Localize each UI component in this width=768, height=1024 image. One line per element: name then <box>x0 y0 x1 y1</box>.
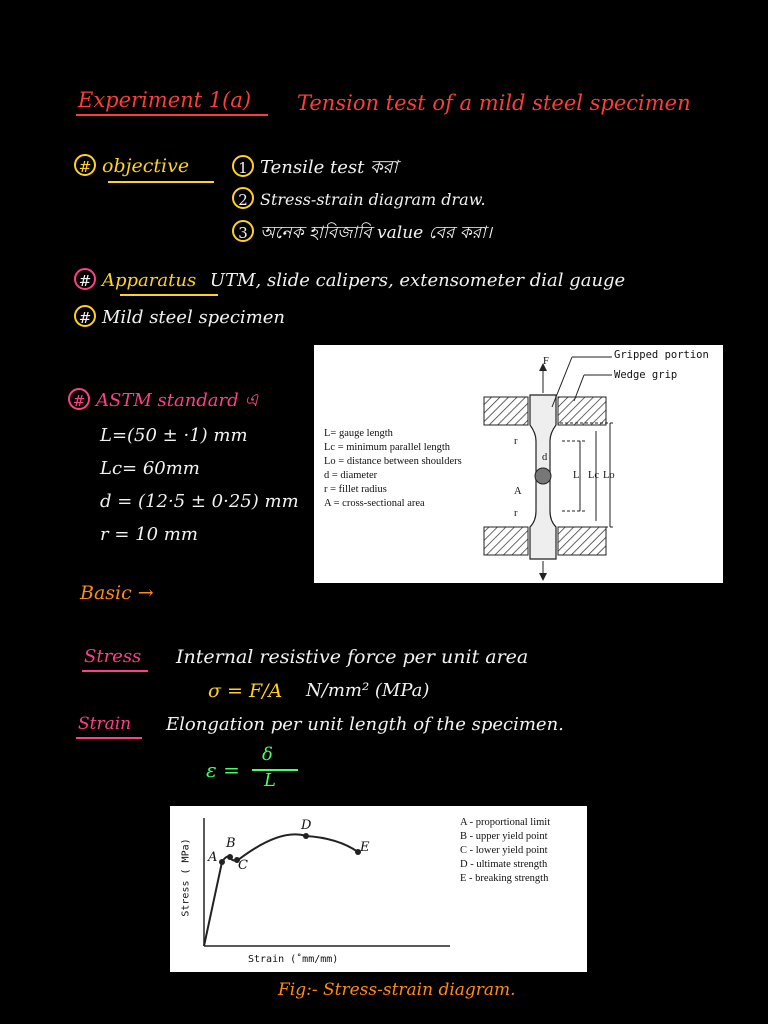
area-label: A <box>514 486 522 497</box>
strain-underline <box>76 737 142 739</box>
point-d <box>303 833 309 839</box>
experiment-label: Experiment 1(a) <box>78 88 252 112</box>
legend-item: B - upper yield point <box>460 831 548 842</box>
objective-underline <box>108 181 214 183</box>
x-axis-label: Strain (˚mm/mm) <box>248 954 339 965</box>
strain-formula-lhs: ε = <box>206 758 240 782</box>
label-a: A <box>208 850 218 865</box>
strain-label: Strain <box>78 714 132 734</box>
hash-badge: # <box>68 388 90 410</box>
y-axis-label: Stress ( MPa) <box>180 838 192 917</box>
gauge-length-label: L <box>573 470 580 481</box>
point-b <box>227 854 233 860</box>
experiment-title: Tension test of a mild steel specimen <box>297 91 691 115</box>
diagram-legend <box>460 816 550 886</box>
legend-item: r = fillet radius <box>324 484 387 495</box>
objective-label: objective <box>102 155 190 177</box>
stress-label: Stress <box>84 646 142 667</box>
apparatus-row <box>74 268 625 291</box>
legend-item: L= gauge length <box>324 428 393 439</box>
hash-badge: # <box>74 268 96 290</box>
label-e: E <box>360 840 370 855</box>
figure-caption: Fig:- Stress-strain diagram. <box>278 980 516 1000</box>
objective-item-3 <box>232 220 492 248</box>
apparatus-text: UTM, slide calipers, extensometer dial gauge <box>209 270 626 291</box>
label-d: D <box>301 818 312 833</box>
legend-item: C - lower yield point <box>460 845 548 856</box>
label-b: B <box>226 836 236 851</box>
gripped-portion-label: Gripped portion <box>614 349 709 361</box>
legend-item: D - ultimate strength <box>460 859 548 870</box>
fillet-label-lower: r <box>514 508 518 519</box>
legend-item: Lo = distance between shoulders <box>324 456 462 467</box>
objective-item-text: Stress-strain diagram draw. <box>260 190 486 209</box>
parallel-length-label: Lc <box>588 470 600 481</box>
astm-line: Lc= 60mm <box>100 458 200 479</box>
legend-item: d = diameter <box>324 470 378 481</box>
strain-denominator: L <box>264 770 276 791</box>
specimen-text: Mild steel specimen <box>102 307 286 328</box>
stress-strain-diagram <box>170 806 587 972</box>
apparatus-underline <box>120 294 218 296</box>
strain-definition: Elongation per unit length of the specimen. <box>166 714 564 735</box>
specimen-row <box>74 305 285 328</box>
force-label: F <box>543 356 549 367</box>
basic-heading: Basic → <box>80 582 154 604</box>
wedge-grip-label: Wedge grip <box>614 369 678 381</box>
number-badge: 1 <box>232 155 254 177</box>
apparatus-label: Apparatus <box>102 270 197 291</box>
point-a <box>219 859 225 865</box>
hash-badge: # <box>74 154 96 176</box>
specimen-figure <box>314 345 723 583</box>
astm-line: d = (12·5 ± 0·25) mm <box>100 491 299 512</box>
objective-heading <box>74 154 189 177</box>
experiment-underline <box>76 114 268 116</box>
strain-numerator: δ <box>262 744 273 765</box>
objective-item-text: অনেক হাবিজাবি value বের করা। <box>260 223 493 243</box>
stress-underline <box>82 670 148 672</box>
stress-definition: Internal resistive force per unit area <box>176 646 529 668</box>
legend-item: E - breaking strength <box>460 873 549 884</box>
astm-line: L=(50 ± ·1) mm <box>100 425 248 446</box>
stress-formula: σ = F/A <box>208 680 283 702</box>
hash-badge: # <box>74 305 96 327</box>
stress-strain-curve <box>204 834 358 946</box>
objective-item-1 <box>232 153 398 184</box>
diameter-label: d <box>542 452 548 463</box>
astm-line: r = 10 mm <box>100 524 198 545</box>
astm-heading <box>68 386 258 417</box>
legend-item: A - proportional limit <box>460 817 551 828</box>
shoulder-distance-label: Lo <box>603 470 615 481</box>
objective-item-2 <box>232 187 486 209</box>
number-badge: 3 <box>232 220 254 242</box>
stress-unit: N/mm² (MPa) <box>306 680 430 701</box>
fillet-label: r <box>514 436 518 447</box>
objective-item-text: Tensile test করা <box>260 157 398 178</box>
legend-item: Lc = minimum parallel length <box>324 442 451 453</box>
astm-label: ASTM standard এ <box>96 390 259 411</box>
number-badge: 2 <box>232 187 254 209</box>
legend-item: A = cross-sectional area <box>324 498 425 509</box>
label-c: C <box>238 858 248 873</box>
